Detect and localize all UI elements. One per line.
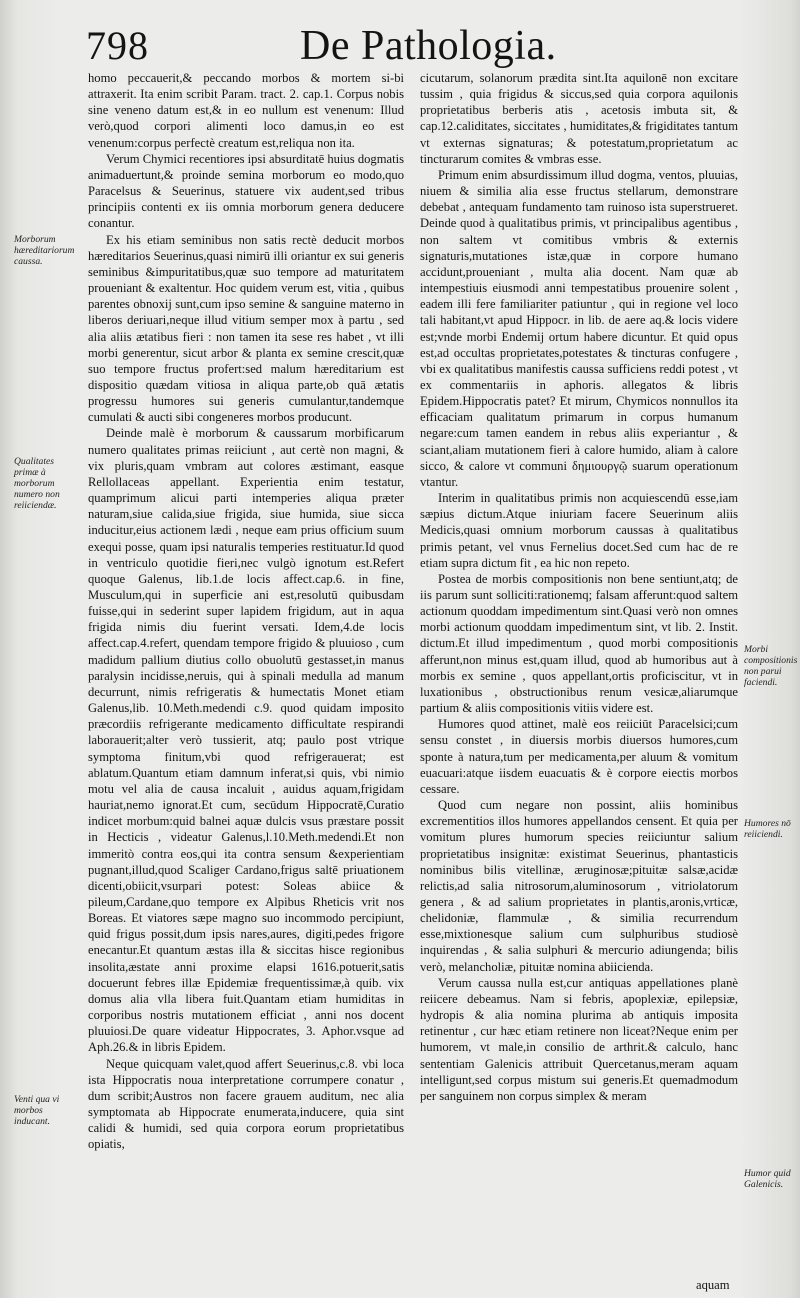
left-text-column — [88, 70, 404, 1152]
paragraph: Humores quod attinet, malè eos reiiciūt Paracelsici;cum sensu constet , in diuersis morbis diuersos humores,cum sponte à natura,tum per medicamenta,per aluum & vomitum euacuari:atque iisdem euacuatis & è corpore eiectis morbos cessare. — [420, 717, 738, 796]
right-text-column — [420, 70, 738, 1104]
margin-note-composition: Morbi compositionis non parui faciendi. — [744, 644, 798, 688]
margin-note-humors: Humores nō reiiciendi. — [744, 818, 791, 840]
running-title: De Pathologia. — [300, 23, 557, 69]
paragraph: Postea de morbis compositionis non bene sentiunt,atq; de iis parum sunt solliciti:rationemq; falsam afferunt:quod saltem actionum quoddam impedimentum sint.Quasi verò non omnes morbi actionum quoddam impedimentum sint, vt lib. 2. Instit. dictum.Et illud impedimentum , quod morbi compositionis afferunt,non minus est,quam illud, quod ab humoribus aut à morbis ex semine , quos appellant,ortis proficiscitur, vt in luxationibus , obstructionibus renum vesicæ,aliarumque partium & aliis compositionis vitiis videre est. — [420, 571, 738, 716]
paragraph: Quod cum negare non possint, aliis hominibus excrementitios illos humores appellandos censent. Et quia per vomitum plures humorum species reiiciuntur salium proprietatibus insignitæ: existimat Seuerinus, phantasticis nominibus bilis vitellinæ, æruginosæ;pituitæ salsæ,acidæ relictis,ad salia nitrosorum,aluminosorum , vitriolatorum genera , & ad salium proprietates in plantis,aronis,vrticæ, chelidoniæ, flammulæ , & similia recurrendum esse,mixtionesque salium cum sulphuribus studiosè inquirendas , & salia sulphuri & mercurio adiungenda; bilis verò, melancholiæ, pituitæ nomina abiicienda. — [420, 798, 738, 974]
catchword: aquam — [696, 1278, 730, 1292]
paragraph: Deinde malè è morborum & caussarum morbificarum numero qualitates primas reiiciunt , aut certè non magni, & vix pluris,quam vmbram aut colores æstimant, easque Rellollaceas appellant. Experientia enim testatur, quamprimum alicui parti intemperies aliqua præter naturam,siue calida,siue frigida, siue humida, siue sicca inducitur,eius actionem lædi , neque eam prius officium suum exequi posse, quam ipsi naturalis temperies restituatur.Id quod in ventriculo quotidie fieri,nec vulgò ignotum est.Refert quoque Galenus, lib.1.de locis affect.cap.6. in fine, Musculum,qui in superficie ani est,resolutū quibusdam fuisse,qui in sederint super lapidem frigidum, aut in aqua frigida nimis diu fuerint versati. Idem,4.de locis affect.cap.4.refert, quendam tempore frigido & pluuioso , cum madidum pallium diutius collo obuolutū gestasset,in manus paralysin incidisse,neruis, qui à spinali medulla ad manum decurrunt, nimis refrigeratis & humectatis Monet etiam Galenus,lib. 10.Meth.medendi c.9. quod quidam imposito præcordiis refrigerante medicamento difficultate respirandi laborauerit;alter verò tussierit, atq; paulo post vtrique symptoma finitum,vbi quod refrigerauerat; est ablatum.Quantum etiam damnum inferat,si quis, vbi nimio motu vel alia de causa incaluit , auidus aquam,frigidam hauriat,nemo ignorat.Et cum, secūdum Hippocratē,Curatio indicet morbum:quid balnei aquæ dulcis vsus præstare possit in Hecticis , videatur Galenus,l.10.Meth.medendi.Et non immeritò contra eos,qui ita contra sensum &experientiam pugnant,illud,quod Scaliger Cardano,frigus saltē priuationem dicenti,obiicit,vsurpari potest: Soleas abiice & pileum,Cardane,quo tempore ex Alpibus Rheticis vrit nos Boreas. Et viatores sæpe magno suo incommodo percipiunt, quid frigus possit,dum ipsis nares,aures, digiti,pedes frigore enecantur.Et quantum æstas illa & siccitas hisce regionibus insolita,æstate anni proxime elapsi 1616.potuerit,satis docuerunt febres illæ Epidemiæ frequentissimæ,à quib. vix domus alia vlla libera fuit.Quantam etiam humiditas in corporibus nostris mutationem efficiat , anni nos docent pluuiosi.De quare videatur Hippocrates, 3. Aphor.vsque ad Aph.26.& in libris Epidem. — [88, 426, 404, 1055]
paragraph: Primum enim absurdissimum illud dogma, ventos, pluuias, niuem & similia alia esse fructus stellarum, demonstrare debebat , antequam fundamento tam ruinoso ista superstrueret. Deinde quod à qualitatibus primis, vt principalibus agentibus , non saltem vt comitibus vmbris & externis signaturis,mutationes istæ,quæ in corpore humano accidunt,proueniant , multa alia docent. Nam quæ ab intempestiuis eiusmodi anni tempestatibus prouenire solent , eadem illi fere familiariter patiuntur , qui in regione vel loco tali habitant,vt apud Hippocr. in lib. de aere aq.& locis videre est;vnde morbi Endemij ortum habere dicuntur. Et quid opus est,ad occultas proprietates,potestates & tincturas confugere , vbi ex qualitatibus manifestis caussa sufficiens reddi potest , vt ex commentariis in aphoris. allegatos & libris Epidem.Hippocratis patet? Et mirum, Chymicos nonnullos ita efficaciam qualitatum primarum in corpus humanum negare:cum tamen eandem in rebus aliis experiantur , & sciant,aliam mutationem fieri à calore humido, aliam à calore sicco, & calore vt communi δημιουργῷ suarum operationum vtantur. — [420, 167, 738, 489]
margin-note-winds: Venti qua vi morbos inducant. — [14, 1094, 60, 1127]
paragraph: Interim in qualitatibus primis non acquiescendū esse,iam sæpius dictum.Atque iniuriam facere Seuerinum aliis Medicis,quasi omnium morborum caussas à qualitatibus primis petant, vel vnus Fernelius docet.Sed cum hac de re etiam supra dictum fit , ea hic non repeto. — [420, 491, 738, 570]
page-header — [0, 20, 800, 74]
margin-note-qualities: Qualitates primæ à morborum numero non reiiciendæ. — [14, 456, 60, 511]
paragraph: Ex his etiam seminibus non satis rectè deducit morbos hæreditarios Seuerinus,quasi nimirū illi oriantur ex sui generis seminibus &impuritatibus,quæ suo tempore ad maturitatem proueniant & exaltentur. Hoc quidem verum est, vitia , quibus parentes obnoxij sunt,cum ipso semine & sanguine materno in liberos deriuari,neque illud vitium semper mox à partu , sed alia aliis ætatibus fieri : non tamen ita sese res habet , vt illi morbi generentur, sicut arbor & planta ex semine crescit,quæ suo tempore fructus profert:sed malum hæreditarium est dispositio quædam vitiosa in aliqua parte,ob quā ætatis progressu humores sui generis cumulantur,tandemque cumulati & aucti sibi congeneres morbos producunt. — [88, 232, 404, 425]
margin-note-galenic: Humor quid Galenicis. — [744, 1168, 791, 1190]
paragraph: Verum Chymici recentiores ipsi absurditatē huius dogmatis animaduertunt,& proinde semina morborum eo modo,quo Paracelsus & Seuerinus, statuere vix audent,sed tribus principiis contenti ex iis omnia morborum genera deducere conantur. — [88, 151, 404, 231]
page-number: 798 — [86, 23, 149, 68]
paragraph: Verum caussa nulla est,cur antiquas appellationes planè reiicere debeamus. Nam si febris, apoplexiæ, epilepsiæ, hydropis & alia nomina plurima ab antiquis imposita retinentur , cur hæc etiam retinere non liceat?Neque enim per humorem, vt male,in consilio de arthrit.& calculo, hanc sententiam Galenicis attribuit Quercetanus,meram aquam intelligunt,sed corpus mistum sui generis.Et quemadmodum per sanguinem non corpus simplex & meram — [420, 975, 738, 1103]
paragraph: homo peccauerit,& peccando morbos & mortem si-bi attraxerit. Ita enim scribit Param. tract. 2. cap.1. Corpus nobis sine veneno datum est,& in eo nullum est venenum: Illud verò,quod corpori alimenti loco damus,in eo est venenum:corpus perfectè creatum est,reliqua non ita. — [88, 71, 404, 150]
paragraph: Neque quicquam valet,quod affert Seuerinus,c.8. vbi loca ista Hippocratis noua interpretatione corrumpere conatur , dum scribit;Austros non facere grauem auditum, nec alia symptomata ab Hippocrate enumerata,inducere, quia sint calidi & humidi, sed quia corpora eorum proprietatibus opiatis, — [88, 1056, 404, 1152]
margin-note-hereditary: Morborum hæreditariorum caussa. — [14, 234, 75, 267]
paragraph: cicutarum, solanorum prædita sint.Ita aquilonē non excitare tussim , quia frigidus & siccus,sed quia corpora aquilonis proprietatibus berberis atis , acetosis imbuta sit, & cap.12.caliditates, siccitates , humiditates,& frigiditates tantum vt externas signaturas; & potestatum,proprietatum ac tincturarum comites & vmbras esse. — [420, 71, 738, 166]
